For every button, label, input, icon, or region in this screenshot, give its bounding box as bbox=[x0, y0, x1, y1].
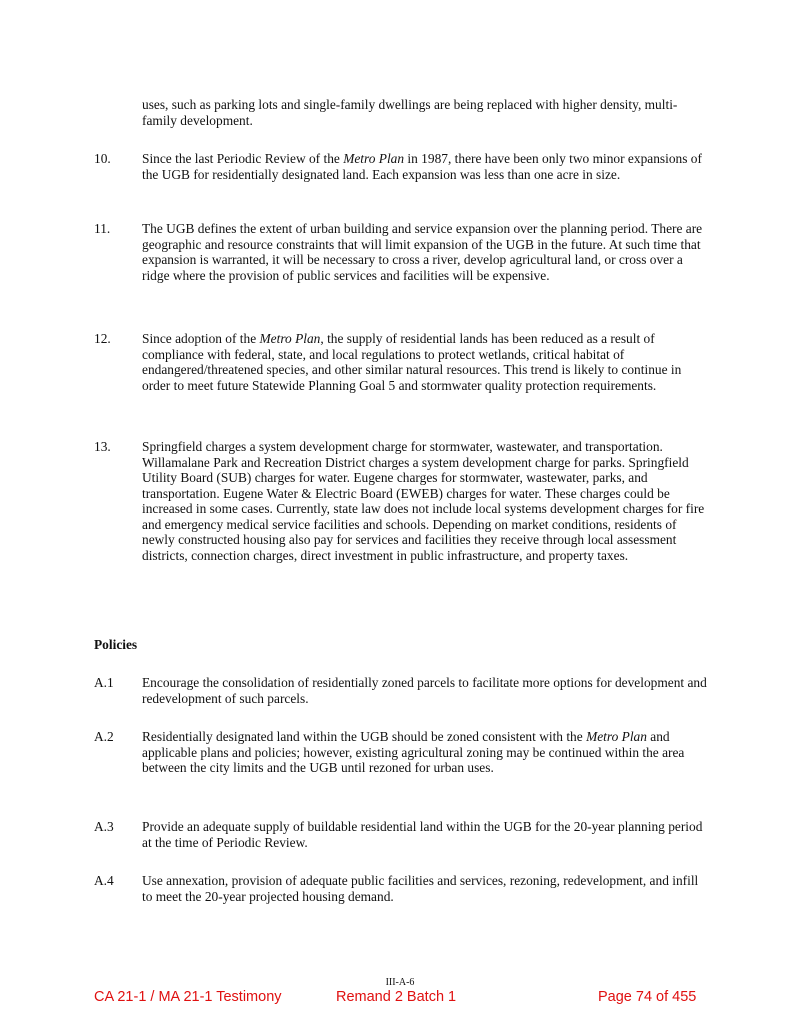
item-number-11: 11. bbox=[94, 221, 111, 236]
italic-reference: Metro Plan bbox=[586, 729, 647, 744]
item-text-12: Since adoption of the Metro Plan, the supply of residential lands has been reduced as a result of compliance with federal, state, and local regulations to protect wetlands, critical habitat of endangered/threatened species, and other similar natural resources. This trend is likely to continue in order to meet future Statewide Planning Goal 5 and stormwater quality protection requirements. bbox=[142, 331, 682, 393]
item-number-13: 13. bbox=[94, 439, 111, 454]
footer-page-count: Page 74 of 455 bbox=[598, 989, 697, 1005]
policy-number-a1: A.1 bbox=[94, 675, 114, 690]
policy-number-a2: A.2 bbox=[94, 729, 114, 744]
item-text-11: The UGB defines the extent of urban building and service expansion over the planning period. There are geographic and resource constraints that will limit expansion of the UGB in the future. At such time that expansion is warranted, it will be necessary to cross a river, develop agricultural land, or cross over a ridge where the provision of public services and facilities will be expensive. bbox=[142, 221, 703, 283]
item-number-12: 12. bbox=[94, 331, 111, 346]
policy-text-a1: Encourage the consolidation of residentially zoned parcels to facilitate more options for development and redevelopment of such parcels. bbox=[142, 675, 707, 706]
footer-testimony-label: CA 21-1 / MA 21-1 Testimony bbox=[94, 989, 282, 1005]
italic-reference: Metro Plan bbox=[259, 331, 321, 346]
policy-number-a3: A.3 bbox=[94, 819, 114, 834]
italic-reference: Metro Plan bbox=[343, 151, 405, 166]
continuation-paragraph: uses, such as parking lots and single-family dwellings are being replaced with higher density, multi-family development. bbox=[142, 97, 678, 128]
policy-number-a4: A.4 bbox=[94, 873, 114, 888]
item-text-13: Springfield charges a system development charge for stormwater, wastewater, and transportation. Willamalane Park and Recreation District charges a system development charge for parks. Springfield Utility Board (SUB) charges for water. Eugene charges for stormwater, wastewater, parks, and transportation. Eugene Water & Electric Board (EWEB) charges for water. These charges could be increased in some cases. Currently, state law does not include local systems development charges for fire and emergency medical service facilities and schools. Depending on market conditions, residents of newly constructed housing also pay for services and facilities they receive through local assessment districts, connection charges, direct investment in public infrastructure, and property taxes. bbox=[142, 439, 705, 563]
page-number: III-A-6 bbox=[385, 977, 415, 988]
policy-text-a4: Use annexation, provision of adequate public facilities and services, rezoning, redevelopment, and infill to meet the 20-year projected housing demand. bbox=[142, 873, 699, 904]
item-number-10: 10. bbox=[94, 151, 111, 166]
policies-heading: Policies bbox=[94, 637, 138, 652]
policy-text-a2: Residentially designated land within the UGB should be zoned consistent with the Metro Plan and applicable plans and policies; however, existing agricultural zoning may be continued within the area between the city limits and the UGB until rezoned for urban uses. bbox=[142, 729, 685, 775]
policy-text-a3: Provide an adequate supply of buildable residential land within the UGB for the 20-year planning period at the time of Periodic Review. bbox=[142, 819, 703, 850]
footer-batch-label: Remand 2 Batch 1 bbox=[336, 989, 457, 1005]
item-text-10: Since the last Periodic Review of the Metro Plan in 1987, there have been only two minor expansions of the UGB for residentially designated land. Each expansion was less than one acre in size. bbox=[142, 151, 702, 182]
